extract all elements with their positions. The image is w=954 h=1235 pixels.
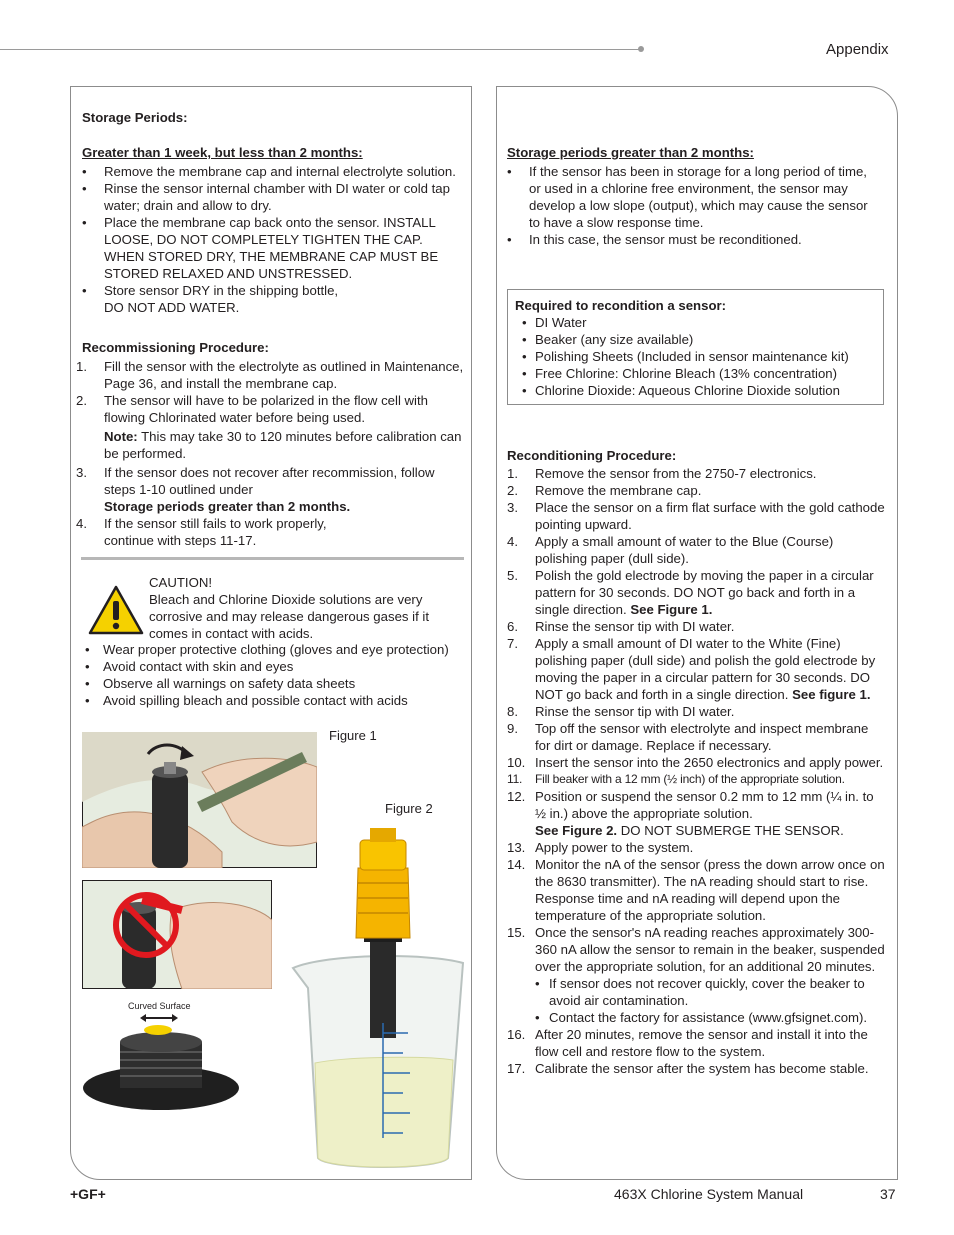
list-item: 8. Rinse the sensor tip with DI water. [507, 704, 735, 719]
long-storage-heading: Storage periods greater than 2 months: [507, 145, 754, 160]
list-item: 2. Remove the membrane cap. [507, 483, 702, 498]
header-rule [0, 49, 640, 50]
list-item: 15. Once the sensor's nA reading reaches approximately 300-360 nA allow the sensor to remain in the beaker, suspended over the appropriate solution, for an additional 20 minutes. • If sensor does not recover quickly, cover the beaker to avoid air contamination. • Contact the factory for assistance (www.gfsignet.com). [507, 925, 885, 1025]
list-item: • Observe all warnings on safety data sheets [85, 676, 356, 691]
caution-list [85, 641, 468, 709]
list-item: • Free Chlorine: Chlorine Bleach (13% concentration) [522, 366, 837, 381]
list-item: 4. If the sensor still fails to work properly, continue with steps 11-17. [76, 516, 327, 548]
section-divider [81, 557, 464, 560]
list-item: • Wear proper protective clothing (gloves and eye protection) [85, 642, 449, 657]
list-item: • Chlorine Dioxide: Aqueous Chlorine Dioxide solution [522, 383, 840, 398]
list-item: 3. Place the sensor on a firm flat surface with the gold cathode pointing upward. [507, 500, 885, 532]
list-item: • If the sensor has been in storage for a long period of time, or used in a chlorine free environment, the sensor may develop a low slope (output), which may cause the sensor to have a slow response time. [507, 164, 868, 230]
list-item: • In this case, the sensor must be reconditioned. [507, 232, 802, 247]
caution-title: CAUTION! [149, 575, 213, 590]
list-item: 13. Apply power to the system. [507, 840, 694, 855]
list-item: 4. Apply a small amount of water to the Blue (Course) polishing paper (dull side). [507, 534, 834, 566]
list-item: • Avoid spilling bleach and possible contact with acids [85, 693, 408, 708]
list-item: 1. Fill the sensor with the electrolyte as outlined in Maintenance, Page 36, and install the membrane cap. [76, 359, 464, 391]
list-item: 9. Top off the sensor with electrolyte and inspect membrane for dirt or damage. Replace if necessary. [507, 721, 869, 753]
list-item: 10. Insert the sensor into the 2650 electronics and apply power. [507, 755, 884, 770]
list-item: 2. The sensor will have to be polarized in the flow cell with flowing Chlorinated water before being used. Note: This may take 30 to 120 minutes before calibration can be performed. [104, 392, 464, 462]
list-item: • Polishing Sheets (Included in sensor maintenance kit) [522, 349, 849, 364]
polishing-photo-2 [82, 880, 272, 989]
recommission-heading: Recommissioning Procedure: [82, 340, 269, 355]
curved-surface-label: Curved Surface [128, 1001, 191, 1011]
sub-list: • If sensor does not recover quickly, cover the beaker to avoid air contamination. • Contact the factory for assistance (www.gfsignet.com). [535, 976, 868, 1025]
list-item: 6. Rinse the sensor tip with DI water. [507, 619, 735, 634]
storage-periods-heading: Storage Periods: [82, 110, 188, 125]
list-item: 11. Fill beaker with a 12 mm (½ inch) of the appropriate solution. [507, 772, 845, 786]
reconditioning-steps [507, 465, 885, 1077]
figure-1-label: Figure 1 [329, 728, 377, 743]
gf-logo: +GF+ [70, 1186, 106, 1202]
list-item: 17. Calibrate the sensor after the system has become stable. [507, 1061, 869, 1076]
list-item: • Avoid contact with skin and eyes [85, 659, 294, 674]
caution-text: Bleach and Chlorine Dioxide solutions are very corrosive and may release dangerous gases if it comes in contact with acids. [149, 592, 430, 641]
list-item: 5. Polish the gold electrode by moving the paper in a circular pattern for 30 seconds. DO NOT go back and forth in a single direction. See Figure 1. [507, 568, 874, 617]
recommission-steps [76, 358, 464, 549]
list-item: • Rinse the sensor internal chamber with DI water or cold tap water; drain and allow to dry. [82, 181, 450, 213]
list-item: • Place the membrane cap back onto the sensor. INSTALL LOOSE, DO NOT COMPLETELY TIGHTEN THE CAP. WHEN STORED DRY, THE MEMBRANE CAP MUST BE STORED RELAXED AND UNSTRESSED. [82, 215, 439, 281]
reconditioning-heading: Reconditioning Procedure: [507, 448, 677, 463]
short-storage-heading: Greater than 1 week, but less than 2 months: [82, 145, 363, 160]
section-title: Appendix [826, 41, 889, 58]
list-item: 7. Apply a small amount of DI water to the White (Fine) polishing paper (dull side) and polish the gold electrode by moving the paper in a circular pattern for 30 seconds. DO NOT go back and forth in a single direction. See figure 1. [507, 636, 876, 702]
list-item: 14. Monitor the nA of the sensor (press the down arrow once on the 8630 transmitter). The nA reading should start to rise. Response time and nA reading will depend upon the temperature of the appropriate solution. [507, 857, 885, 923]
list-item: • DI Water [522, 315, 587, 330]
list-item: 16. After 20 minutes, remove the sensor and install it into the flow cell and restore flow to the system. [507, 1027, 868, 1059]
header-rule-dot [638, 46, 644, 52]
warning-icon [88, 585, 144, 635]
list-item: • Beaker (any size available) [522, 332, 694, 347]
manual-title: 463X Chlorine System Manual [614, 1186, 804, 1202]
long-storage-list [507, 163, 879, 248]
short-storage-list [82, 163, 464, 316]
note: Note: This may take 30 to 120 minutes before calibration can be performed. [104, 429, 462, 461]
list-item: 1. Remove the sensor from the 2750-7 electronics. [507, 466, 817, 481]
page-number: 37 [880, 1186, 896, 1202]
list-item: 3. If the sensor does not recover after recommission, follow steps 1-10 outlined under Storage periods greater than 2 months. [76, 465, 435, 514]
sensor-base-drawing [80, 1012, 242, 1112]
polishing-photo-1 [82, 732, 317, 868]
beaker-sensor-drawing [288, 828, 468, 1173]
list-item: 12. Position or suspend the sensor 0.2 mm to 12 mm (¼ in. to ½ in.) above the appropriate solution. See Figure 2. DO NOT SUBMERGE THE SENSOR. [507, 789, 874, 838]
requirements-list [522, 314, 880, 399]
requirements-heading: Required to recondition a sensor: [515, 298, 727, 313]
list-item: • Store sensor DRY in the shipping bottle, DO NOT ADD WATER. [82, 283, 339, 315]
figure-2-label: Figure 2 [385, 801, 433, 816]
list-item: • Remove the membrane cap and internal electrolyte solution. [82, 164, 456, 179]
